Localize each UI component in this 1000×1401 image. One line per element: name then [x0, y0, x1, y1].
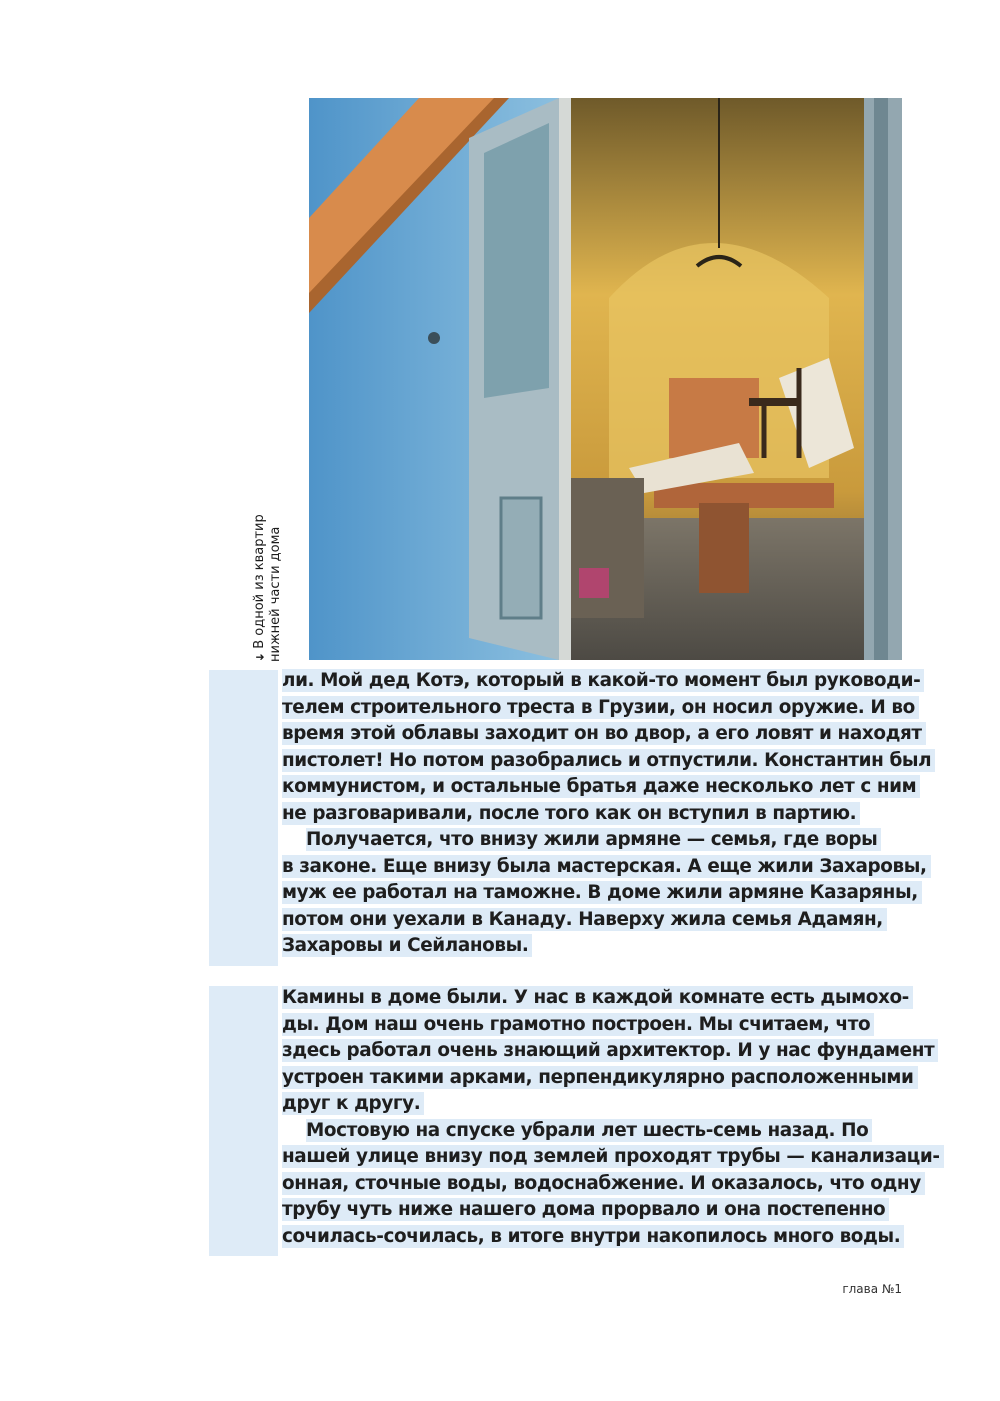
text-line: [282, 748, 932, 775]
text-line: [282, 668, 922, 695]
text-line-content: Получается, что внизу жили армяне — семья, где воры: [306, 828, 881, 851]
text-line: [282, 880, 922, 907]
text-line: [282, 801, 922, 828]
text-line-content: муж ее работал на таможне. В доме жили армяне Казаряны,: [282, 881, 922, 904]
paragraph-block-2: [282, 985, 940, 1250]
room-photo-illustration: [309, 98, 902, 660]
text-line-content: ли. Мой дед Котэ, который в какой-то момент был руководи-: [282, 669, 924, 692]
highlight-gutter-1: [209, 670, 278, 966]
text-line: [282, 721, 922, 748]
photo-caption: [252, 514, 284, 662]
text-line: [282, 827, 922, 854]
caption-line-2: нижней части дома: [268, 526, 283, 662]
text-line: [282, 1065, 922, 1092]
text-line: [282, 985, 922, 1012]
text-line-content: Захаровы и Сейлановы.: [282, 934, 532, 957]
text-line-content: Камины в доме были. У нас в каждой комнате есть дымохо-: [282, 986, 913, 1009]
arrow-icon: ➜: [255, 650, 265, 664]
text-line: [282, 1224, 922, 1251]
text-line-content: онная, сточные воды, водоснабжение. И оказалось, что одну: [282, 1172, 925, 1195]
text-line: [282, 1038, 935, 1065]
text-line-content: пистолет! Но потом разобрались и отпустили. Константин был: [282, 749, 935, 772]
text-line-content: сочилась-сочилась, в итоге внутри накопилось много воды.: [282, 1225, 904, 1248]
text-line: [282, 1091, 922, 1118]
text-line: [282, 774, 922, 801]
text-line-content: время этой облавы заходит он во двор, а его ловят и находят: [282, 722, 926, 745]
text-line-content: ды. Дом наш очень грамотно построен. Мы считаем, что: [282, 1013, 874, 1036]
highlight-gutter-2: [209, 986, 278, 1256]
text-line: [282, 695, 922, 722]
text-line-content: нашей улице внизу под землей проходят трубы — канализаци-: [282, 1145, 944, 1168]
room-photo: [309, 98, 902, 660]
text-line-content: телем строительного треста в Грузии, он носил оружие. И во: [282, 696, 919, 719]
paragraph-block-1: [282, 668, 932, 960]
text-line: [282, 1144, 940, 1171]
text-line-content: Мостовую на спуске убрали лет шесть-семь назад. По: [306, 1119, 872, 1142]
text-line-content: потом они уехали в Канаду. Наверху жила семья Адамян,: [282, 908, 887, 931]
text-line: [282, 933, 922, 960]
text-line: [282, 1197, 922, 1224]
text-line: [282, 1012, 922, 1039]
text-line-content: в законе. Еще внизу была мастерская. А еще жили Захаровы,: [282, 855, 931, 878]
text-line: [282, 1118, 922, 1145]
text-line-content: здесь работал очень знающий архитектор. И у нас фундамент: [282, 1039, 938, 1062]
text-line: [282, 907, 922, 934]
text-line: [282, 854, 927, 881]
text-line-content: трубу чуть ниже нашего дома прорвало и она постепенно: [282, 1198, 889, 1221]
page-footer: глава №1: [842, 1282, 902, 1296]
text-line-content: не разговаривали, после того как он вступил в партию.: [282, 802, 860, 825]
text-line-content: коммунистом, и остальные братья даже несколько лет с ним: [282, 775, 920, 798]
caption-line-1: В одной из квартир: [252, 514, 267, 649]
text-line: [282, 1171, 922, 1198]
text-line-content: друг к другу.: [282, 1092, 424, 1115]
text-line-content: устроен такими арками, перпендикулярно расположенными: [282, 1066, 918, 1089]
